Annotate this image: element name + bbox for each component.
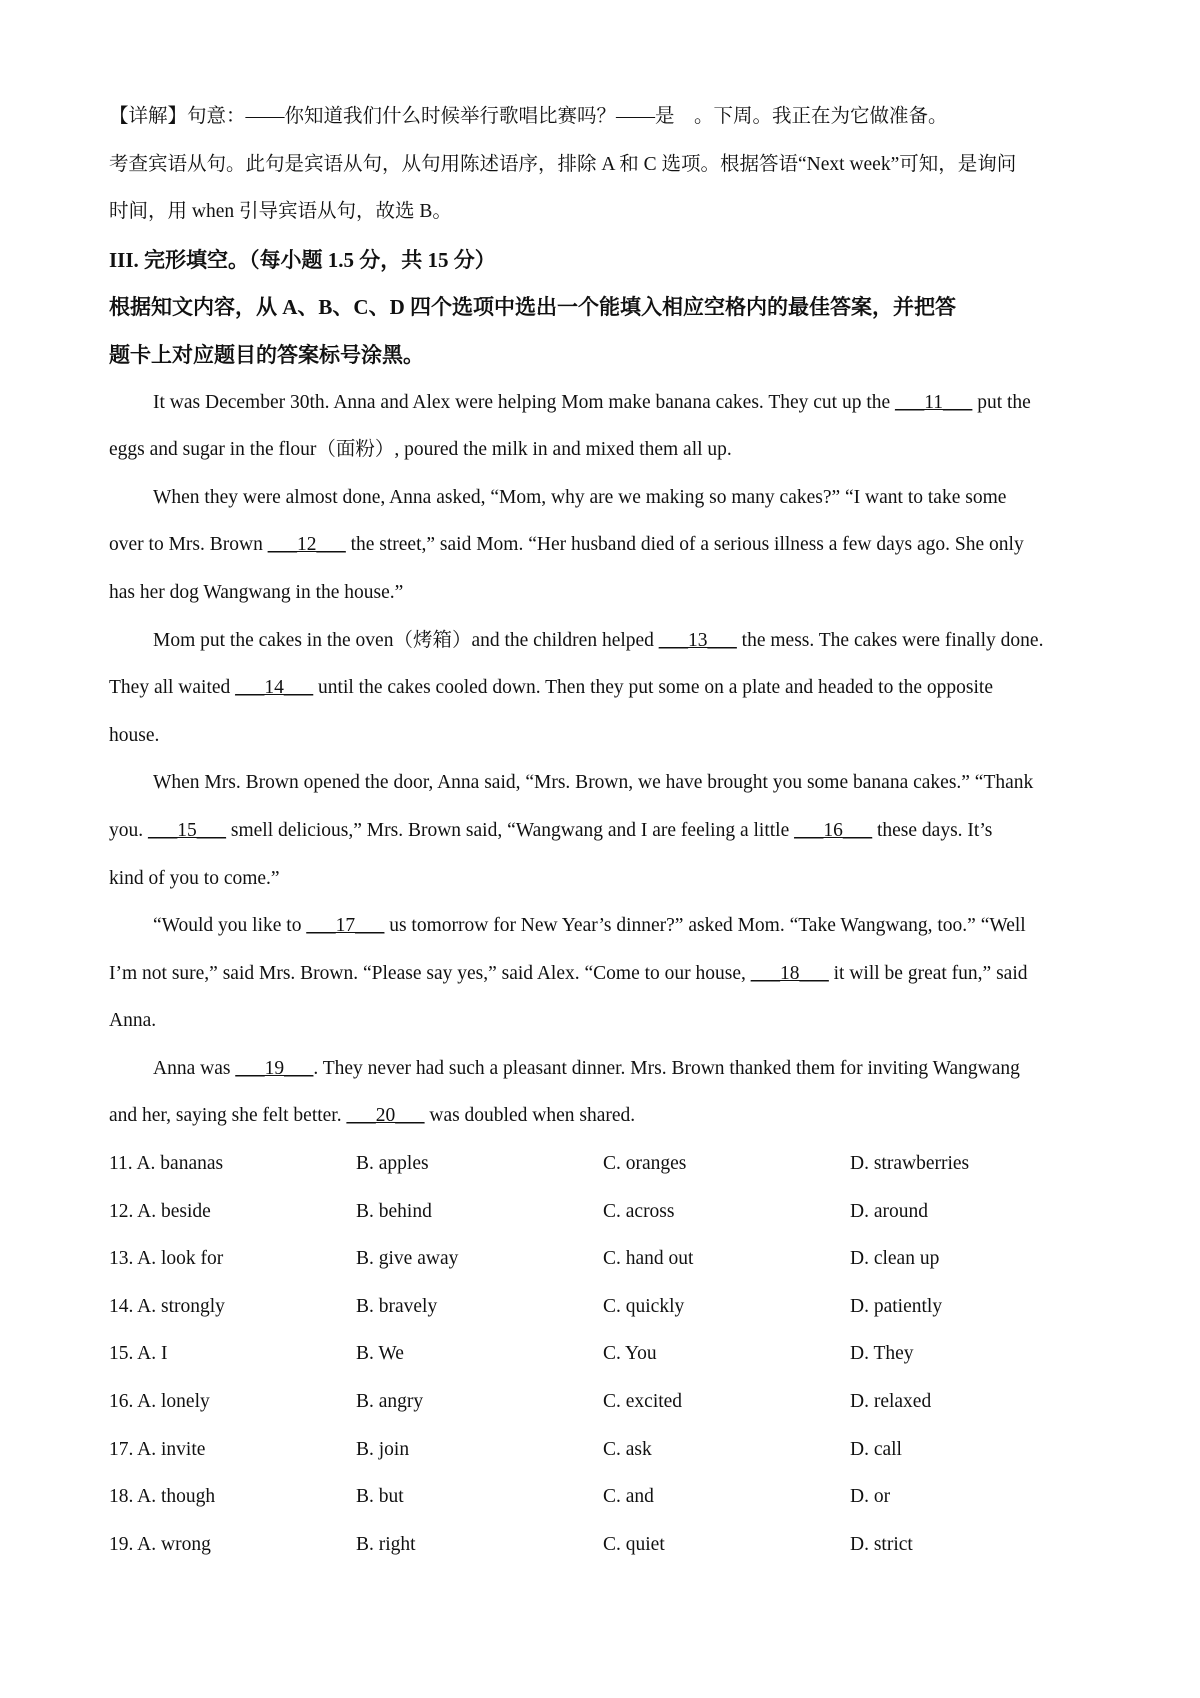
question-row [109, 1433, 1101, 1481]
cloze-passage [109, 386, 1101, 1148]
passage-text: Anna. [109, 1010, 157, 1032]
option-c: C. ask [603, 1438, 652, 1460]
passage-text: until the cakes cooled down. Then they put some on a plate and headed to the opposite [313, 677, 993, 699]
explanation-line: 考查宾语从句。此句是宾语从句，从句用陈述语序，排除 A 和 C 选项。根据答语“Next week”可知，是询问 [109, 153, 1017, 175]
passage-text: . They never had such a pleasant dinner. Mrs. Brown thanked them for inviting Wangwang [313, 1057, 1020, 1079]
option-a: 16. A. lonely [109, 1391, 210, 1413]
passage-text: I’m not sure,” said Mrs. Brown. “Please say yes,” said Alex. “Come to our house, [109, 962, 751, 984]
blank-number: ___17___ [306, 915, 385, 937]
blank-number: ___11___ [895, 391, 973, 413]
option-b: B. We [356, 1343, 404, 1365]
option-c: C. and [603, 1486, 654, 1508]
passage-text: the mess. The cakes were finally done. [736, 629, 1044, 651]
question-row [109, 1290, 1101, 1338]
passage-text: house. [109, 724, 160, 746]
passage-text: smell delicious,” Mrs. Brown said, “Wangwang and I are feeling a little [226, 819, 795, 841]
passage-text: and her, saying she felt better. [109, 1105, 347, 1127]
blank-number: ___15___ [148, 819, 226, 841]
document-page [109, 100, 1101, 1575]
passage-text: it will be great fun,” said [828, 962, 1028, 984]
option-d: D. or [850, 1486, 891, 1508]
option-b: B. right [356, 1533, 416, 1555]
passage-line [109, 719, 1101, 767]
option-a: 18. A. though [109, 1486, 216, 1508]
blank-number: ___14___ [235, 677, 314, 699]
option-b: B. but [356, 1486, 404, 1508]
blank-number: ___20___ [346, 1105, 425, 1127]
option-d: D. strawberries [850, 1153, 970, 1175]
option-b: B. apples [356, 1153, 429, 1175]
section-title: III. 完形填空。（每小题 1.5 分，共 15 分） [109, 247, 496, 272]
question-row [109, 1385, 1101, 1433]
passage-text: Anna was [153, 1057, 236, 1079]
option-a: 12. A. beside [109, 1200, 211, 1222]
blank-number: ___16___ [794, 819, 873, 841]
passage-text: put the [972, 391, 1031, 413]
passage-line [109, 1004, 1101, 1052]
explanation [109, 100, 1101, 243]
option-d: D. clean up [850, 1248, 940, 1270]
passage-text: these days. It’s [872, 819, 993, 841]
option-c: C. You [603, 1343, 657, 1365]
question-row [109, 1480, 1101, 1528]
blank-number: ___18___ [750, 962, 829, 984]
passage-line [109, 814, 1101, 862]
passage-line [109, 671, 1101, 719]
passage-line [109, 1052, 1101, 1100]
option-a: 17. A. invite [109, 1438, 206, 1460]
option-a: 19. A. wrong [109, 1533, 211, 1555]
passage-line [109, 528, 1101, 576]
option-c: C. hand out [603, 1248, 694, 1270]
option-b: B. angry [356, 1391, 424, 1413]
question-row [109, 1195, 1101, 1243]
passage-line [109, 624, 1101, 672]
passage-text: eggs and sugar in the flour（面粉）, poured the milk in and mixed them all up. [109, 439, 732, 461]
question-row [109, 1337, 1101, 1385]
option-d: D. around [850, 1200, 928, 1222]
option-b: B. bravely [356, 1295, 438, 1317]
passage-line [109, 862, 1101, 910]
option-c: C. quickly [603, 1295, 685, 1317]
blank-number: ___13___ [658, 629, 737, 651]
option-b: B. give away [356, 1248, 459, 1270]
passage-line [109, 576, 1101, 624]
option-c: C. oranges [603, 1153, 687, 1175]
passage-text: They all waited [109, 677, 236, 699]
option-d: D. They [850, 1343, 914, 1365]
passage-text: “Would you like to [153, 915, 307, 937]
passage-text: was doubled when shared. [424, 1105, 636, 1127]
blank-number: ___12___ [267, 534, 346, 556]
question-options [109, 1147, 1101, 1575]
option-b: B. join [356, 1438, 410, 1460]
passage-text: has her dog Wangwang in the house.” [109, 581, 404, 603]
option-d: D. patiently [850, 1295, 943, 1317]
passage-text: Mom put the cakes in the oven（烤箱）and the children helped [153, 629, 659, 651]
blank-number: ___19___ [235, 1057, 314, 1079]
option-a: 11. A. bananas [109, 1153, 224, 1175]
passage-text: the street,” said Mom. “Her husband died of a serious illness a few days ago. She only [345, 534, 1024, 556]
passage-line [109, 386, 1101, 434]
passage-text: kind of you to come.” [109, 867, 280, 889]
option-a: 14. A. strongly [109, 1295, 225, 1317]
option-a: 15. A. I [109, 1343, 168, 1365]
option-d: D. call [850, 1438, 902, 1460]
instructions-line: 根据知文内容，从 A、B、C、D 四个选项中选出一个能填入相应空格内的最佳答案，并把答 [109, 295, 956, 320]
passage-text: When they were almost done, Anna asked, “Mom, why are we making so many cakes?” “I want to take some [153, 486, 1007, 508]
passage-line [109, 957, 1101, 1005]
passage-line [109, 766, 1101, 814]
passage-line [109, 1099, 1101, 1147]
question-row [109, 1147, 1101, 1195]
passage-text: us tomorrow for New Year’s dinner?” asked Mom. “Take Wangwang, too.” “Well [384, 915, 1026, 937]
passage-text: over to Mrs. Brown [109, 534, 268, 556]
passage-text: you. [109, 819, 148, 841]
passage-text: When Mrs. Brown opened the door, Anna said, “Mrs. Brown, we have brought you some banana cakes.” “Thank [153, 772, 1034, 794]
question-row [109, 1528, 1101, 1576]
option-c: C. across [603, 1200, 675, 1222]
explanation-line: 【详解】句意：——你知道我们什么时候举行歌唱比赛吗？——是 。下周。我正在为它做准备。 [109, 106, 948, 127]
option-b: B. behind [356, 1200, 432, 1222]
explanation-line: 时间，用 when 引导宾语从句，故选 B。 [109, 201, 452, 223]
option-a: 13. A. look for [109, 1248, 224, 1270]
question-row [109, 1242, 1101, 1290]
option-c: C. excited [603, 1391, 683, 1413]
passage-line [109, 433, 1101, 481]
instructions-line: 题卡上对应题目的答案标号涂黑。 [109, 342, 424, 367]
passage-text: It was December 30th. Anna and Alex were helping Mom make banana cakes. They cut up the [153, 391, 896, 413]
passage-line [109, 481, 1101, 529]
passage-line [109, 909, 1101, 957]
option-d: D. strict [850, 1533, 913, 1555]
option-d: D. relaxed [850, 1391, 932, 1413]
option-c: C. quiet [603, 1533, 665, 1555]
